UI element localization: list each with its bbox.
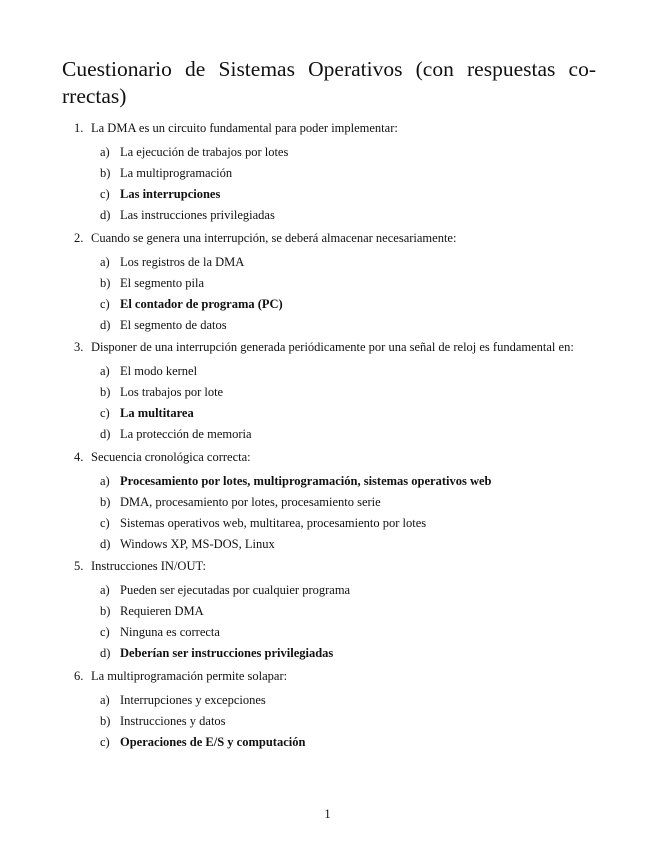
option-letter: b) — [100, 385, 111, 399]
option-list — [91, 582, 596, 662]
question-number: 6. — [74, 668, 84, 683]
option-letter: c) — [100, 406, 110, 420]
option-item — [91, 275, 596, 292]
option-letter: c) — [100, 187, 110, 201]
option-text: El segmento pila — [120, 275, 205, 290]
question-item — [62, 120, 596, 224]
option-item — [91, 317, 596, 334]
option-text: Instrucciones y datos — [120, 713, 226, 728]
option-item — [91, 144, 596, 161]
option-item — [91, 515, 596, 532]
question-item — [62, 558, 596, 662]
option-letter: d) — [100, 317, 111, 332]
option-item — [91, 254, 596, 271]
option-letter: b) — [100, 604, 111, 618]
correct-option-text: Las interrupciones — [120, 187, 221, 201]
option-list — [91, 473, 596, 553]
option-letter: a) — [100, 583, 110, 597]
correct-option-text: La multitarea — [120, 406, 194, 420]
option-text: Las instrucciones privilegiadas — [120, 208, 275, 222]
question-item — [62, 339, 596, 443]
option-letter: d) — [100, 646, 111, 660]
option-item — [91, 713, 596, 730]
option-letter: c) — [100, 296, 110, 311]
option-letter: c) — [100, 515, 110, 530]
question-text: La multiprogramación permite solapar: — [91, 668, 288, 683]
option-text: Requieren DMA — [120, 604, 204, 618]
option-letter: b) — [100, 713, 111, 728]
question-list — [62, 120, 596, 750]
question-item — [62, 668, 596, 751]
question-text: Disponer de una interrupción generada periódicamente por una señal de reloj es fundamental en: — [91, 340, 574, 354]
option-list — [91, 692, 596, 751]
option-letter: c) — [100, 734, 110, 749]
question-number: 4. — [74, 449, 84, 464]
correct-option-text: Deberían ser instrucciones privilegiadas — [120, 646, 334, 660]
correct-option-item — [91, 473, 596, 490]
option-letter: a) — [100, 254, 110, 269]
option-item — [91, 582, 596, 599]
option-item — [91, 384, 596, 401]
question-number: 1. — [74, 121, 84, 135]
option-text: Ninguna es correcta — [120, 625, 220, 639]
option-list — [91, 363, 596, 443]
option-letter: d) — [100, 208, 111, 222]
correct-option-item — [91, 186, 596, 203]
option-letter: b) — [100, 275, 111, 290]
option-letter: a) — [100, 364, 110, 378]
option-item — [91, 426, 596, 443]
option-text: La ejecución de trabajos por lotes — [120, 145, 289, 159]
option-item — [91, 165, 596, 182]
option-item — [91, 536, 596, 553]
question-text: Cuando se genera una interrupción, se deberá almacenar necesariamente: — [91, 230, 457, 245]
option-text: Windows XP, MS-DOS, Linux — [120, 536, 275, 551]
option-text: Los registros de la DMA — [120, 254, 245, 269]
option-item — [91, 207, 596, 224]
option-item — [91, 363, 596, 380]
option-letter: b) — [100, 494, 111, 509]
option-text: La protección de memoria — [120, 427, 252, 441]
option-text: Sistemas operativos web, multitarea, procesamiento por lotes — [120, 515, 427, 530]
option-text: DMA, procesamiento por lotes, procesamiento serie — [120, 494, 381, 509]
option-list — [91, 254, 596, 334]
question-number: 5. — [74, 559, 84, 573]
question-item — [62, 449, 596, 553]
option-item — [91, 494, 596, 511]
option-list — [91, 144, 596, 224]
question-item — [62, 230, 596, 334]
option-letter: d) — [100, 536, 111, 551]
option-text: Interrupciones y excepciones — [120, 692, 266, 707]
question-text: Secuencia cronológica correcta: — [91, 449, 251, 464]
option-letter: a) — [100, 473, 110, 488]
option-letter: c) — [100, 625, 110, 639]
question-number: 3. — [74, 340, 84, 354]
correct-option-item — [91, 734, 596, 751]
option-item — [91, 692, 596, 709]
option-text: El modo kernel — [120, 364, 198, 378]
correct-option-text: Operaciones de E/S y computación — [120, 734, 306, 749]
option-letter: d) — [100, 427, 111, 441]
option-letter: a) — [100, 145, 110, 159]
option-text: La multiprogramación — [120, 166, 233, 180]
document-title: Cuestionario de Sistemas Operativos (con respuestas co-rrectas) — [62, 57, 596, 108]
correct-option-text: Procesamiento por lotes, multiprogramación, sistemas operativos web — [120, 473, 492, 488]
question-number: 2. — [74, 230, 84, 245]
correct-option-item — [91, 405, 596, 422]
option-letter: b) — [100, 166, 111, 180]
correct-option-item — [91, 296, 596, 313]
question-text: La DMA es un circuito fundamental para poder implementar: — [91, 121, 398, 135]
correct-option-text: El contador de programa (PC) — [120, 296, 283, 311]
option-item — [91, 624, 596, 641]
page-number: 1 — [324, 807, 331, 821]
question-text: Instrucciones IN/OUT: — [91, 559, 206, 573]
option-letter: a) — [100, 692, 110, 707]
option-item — [91, 603, 596, 620]
option-text: El segmento de datos — [120, 317, 227, 332]
option-text: Pueden ser ejecutadas por cualquier programa — [120, 583, 351, 597]
option-text: Los trabajos por lote — [120, 385, 224, 399]
document-page — [62, 56, 596, 756]
correct-option-item — [91, 645, 596, 662]
